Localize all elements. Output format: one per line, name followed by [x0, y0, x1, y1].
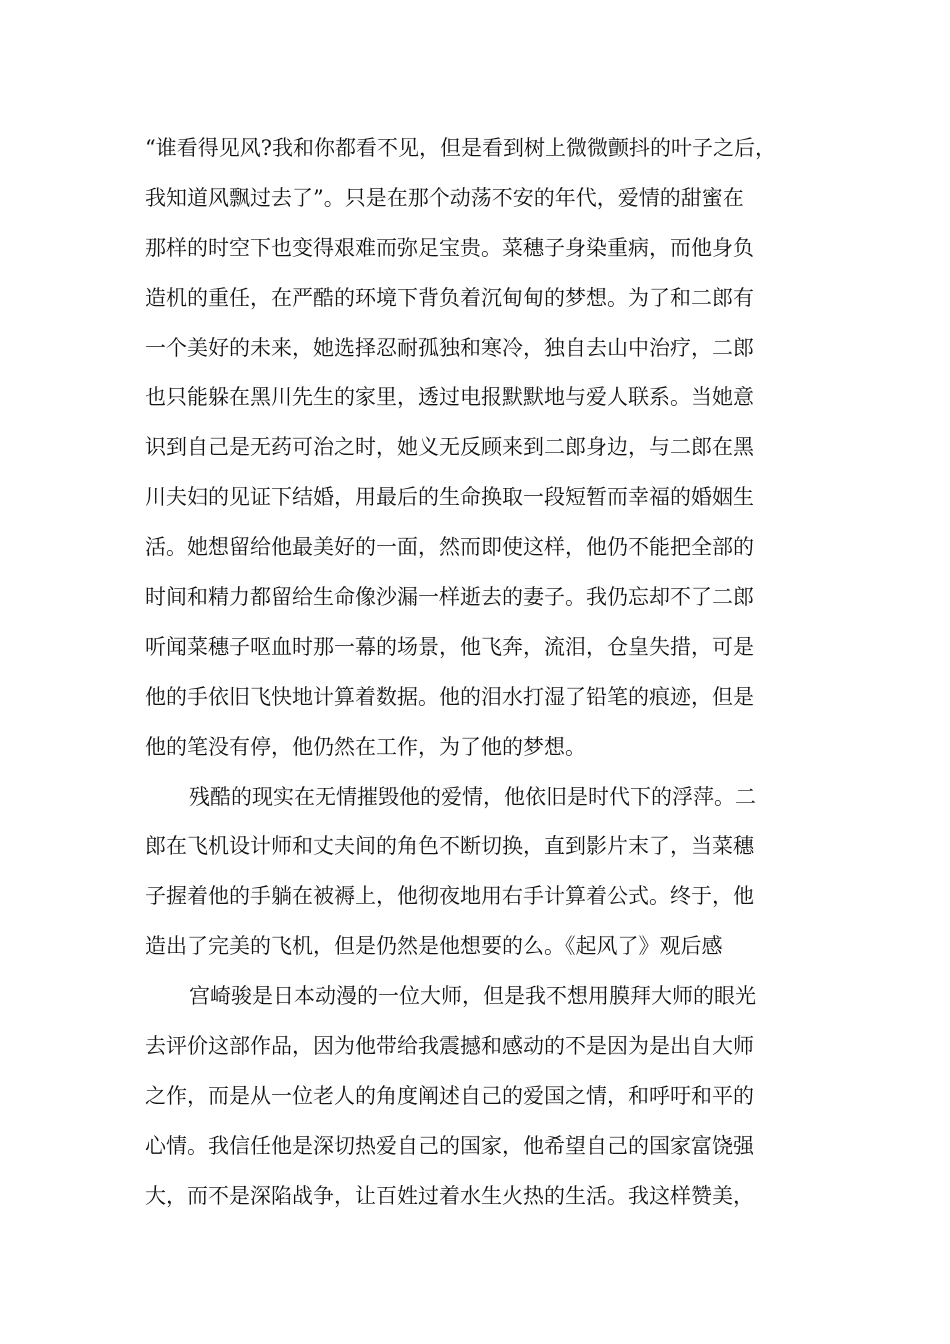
text-line: 宫崎骏是日本动漫的一位大师，但是我不想用膜拜大师的眼光: [189, 984, 756, 1009]
document-body: [145, 124, 810, 1222]
text-line: 郎在飞机设计师和丈夫间的角色不断切换，直到影片末了，当菜穗: [145, 834, 754, 859]
text-line: 残酷的现实在无情摧毁他的爱情，他依旧是时代下的浮萍。二: [189, 784, 756, 809]
text-line: 造机的重任，在严酷的环境下背负着沉甸甸的梦想。为了和二郎有: [145, 285, 754, 310]
text-line: 他的手依旧飞快地计算着数据。他的泪水打湿了铅笔的痕迹，但是: [145, 684, 754, 709]
text-line: 去评价这部作品，因为他带给我震撼和感动的不是因为是出自大师: [145, 1034, 754, 1059]
text-line: 川夫妇的见证下结婚，用最后的生命换取一段短暂而幸福的婚姻生: [145, 485, 754, 510]
text-line: 我知道风飘过去了”。只是在那个动荡不安的年代，爱情的甜蜜在: [145, 185, 744, 210]
text-line: 他的笔没有停，他仍然在工作，为了他的梦想。: [145, 734, 586, 759]
text-line: 那样的时空下也变得艰难而弥足宝贵。菜穗子身染重病，而他身负: [145, 235, 754, 260]
text-line: 大，而不是深陷战争，让百姓过着水生火热的生活。我这样赞美，: [145, 1183, 754, 1208]
text-line: 之作，而是从一位老人的角度阐述自己的爱国之情，和呼吁和平的: [145, 1083, 754, 1108]
text-line: 也只能躲在黑川先生的家里，透过电报默默地与爱人联系。当她意: [145, 385, 754, 410]
text-line: 听闻菜穗子呕血时那一幕的场景，他飞奔，流泪，仓皇失措，可是: [145, 634, 754, 659]
paragraph: [145, 124, 810, 773]
text-line: “谁看得见风?我和你都看不见，但是看到树上微微颤抖的叶子之后，: [145, 136, 776, 160]
text-line: 时间和精力都留给生命像沙漏一样逝去的妻子。我仍忘却不了二郎: [145, 585, 754, 610]
text-line: 子握着他的手躺在被褥上，他彻夜地用右手计算着公式。终于，他: [145, 884, 754, 909]
paragraph: [145, 773, 810, 973]
text-line: 活。她想留给他最美好的一面，然而即使这样，他仍不能把全部的: [145, 535, 754, 560]
paragraph: [145, 972, 810, 1221]
text-line: 识到自己是无药可治之时，她义无反顾来到二郎身边，与二郎在黑: [145, 435, 754, 460]
text-line: 造出了完美的飞机，但是仍然是他想要的么。《起风了》观后感: [145, 934, 723, 959]
text-line: 心情。我信任他是深切热爱自己的国家，他希望自己的国家富饶强: [145, 1133, 754, 1158]
text-line: 一个美好的未来，她选择忍耐孤独和寒冷，独自去山中治疗，二郎: [145, 335, 754, 360]
